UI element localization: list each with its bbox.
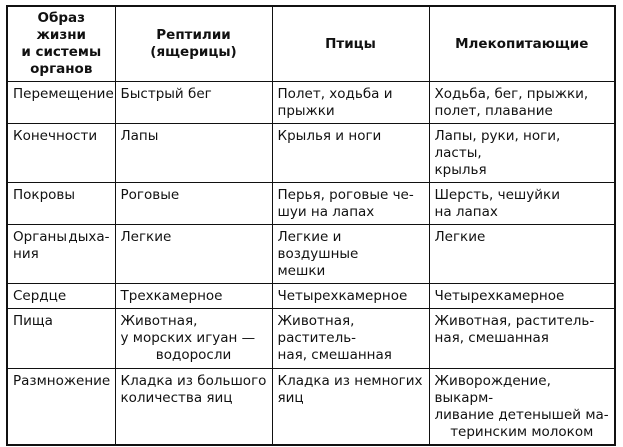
comparison-table-container	[6, 5, 614, 446]
comparison-table	[6, 5, 616, 446]
cell-mammals: Шерсть, чешуйки на лапах	[429, 183, 615, 225]
cell-reptiles: Кладка из большого количества яиц	[115, 369, 272, 446]
row-label-respiratory-word1: Органы	[13, 229, 68, 245]
cell-birds: Перья, роговые че- шуи на лапах	[272, 183, 429, 225]
row-label-respiratory-line2: ния	[13, 246, 39, 262]
cell-reptiles-line3: водоросли	[155, 347, 232, 363]
row-label-integument: Покровы	[7, 183, 115, 225]
row-label-heart: Сердце	[7, 284, 115, 309]
cell-reptiles: Лапы	[115, 124, 272, 183]
cell-mammals	[429, 369, 615, 446]
row-label-limbs: Конечности	[7, 124, 115, 183]
table-row	[7, 124, 615, 183]
cell-birds: Четырехкамерное	[272, 284, 429, 309]
cell-mammals: Животная, раститель- ная, смешанная	[429, 309, 615, 369]
row-label-reproduction: Размножение	[7, 369, 115, 446]
cell-birds: Животная, раститель- ная, смешанная	[272, 309, 429, 369]
cell-reptiles	[115, 309, 272, 369]
cell-reptiles: Легкие	[115, 225, 272, 284]
cell-reptiles-line1: Животная,	[120, 313, 198, 329]
cell-birds: Полет, ходьба и прыжки	[272, 82, 429, 124]
cell-mammals: Лапы, руки, ноги, ласты, крылья	[429, 124, 615, 183]
cell-birds: Легкие и воздушные мешки	[272, 225, 429, 284]
cell-birds: Кладка из немногих яиц	[272, 369, 429, 446]
cell-reptiles: Роговые	[115, 183, 272, 225]
table-row	[7, 225, 615, 284]
table-row	[7, 183, 615, 225]
row-label-movement: Перемещение	[7, 82, 115, 124]
row-label-respiratory-word2: дыха-	[68, 229, 110, 245]
table-header	[7, 6, 615, 82]
cell-mammals: Легкие	[429, 225, 615, 284]
header-lifestyle-systems: Образ жизни и системы органов	[7, 6, 115, 82]
table-row	[7, 309, 615, 369]
table-row	[7, 369, 615, 446]
header-birds: Птицы	[272, 6, 429, 82]
cell-reptiles: Трехкамерное	[115, 284, 272, 309]
row-label-respiratory	[7, 225, 115, 284]
table-body	[7, 82, 615, 446]
cell-reptiles: Быстрый бег	[115, 82, 272, 124]
row-label-food: Пища	[7, 309, 115, 369]
cell-birds: Крылья и ноги	[272, 124, 429, 183]
cell-mammals-line2: ливание детенышей ма-	[434, 407, 609, 423]
cell-mammals-line3: теринским молоком	[450, 424, 594, 440]
cell-reptiles-line2: у морских игуан —	[120, 330, 256, 346]
table-row	[7, 284, 615, 309]
header-mammals: Млекопитающие	[429, 6, 615, 82]
cell-mammals: Ходьба, бег, прыжки, полет, плавание	[429, 82, 615, 124]
row-label-respiratory-line1	[13, 229, 110, 246]
header-row	[7, 6, 615, 82]
cell-mammals: Четырехкамерное	[429, 284, 615, 309]
header-reptiles: Рептилии (ящерицы)	[115, 6, 272, 82]
cell-mammals-line1: Живорождение, выкарм-	[434, 373, 551, 406]
table-row	[7, 82, 615, 124]
